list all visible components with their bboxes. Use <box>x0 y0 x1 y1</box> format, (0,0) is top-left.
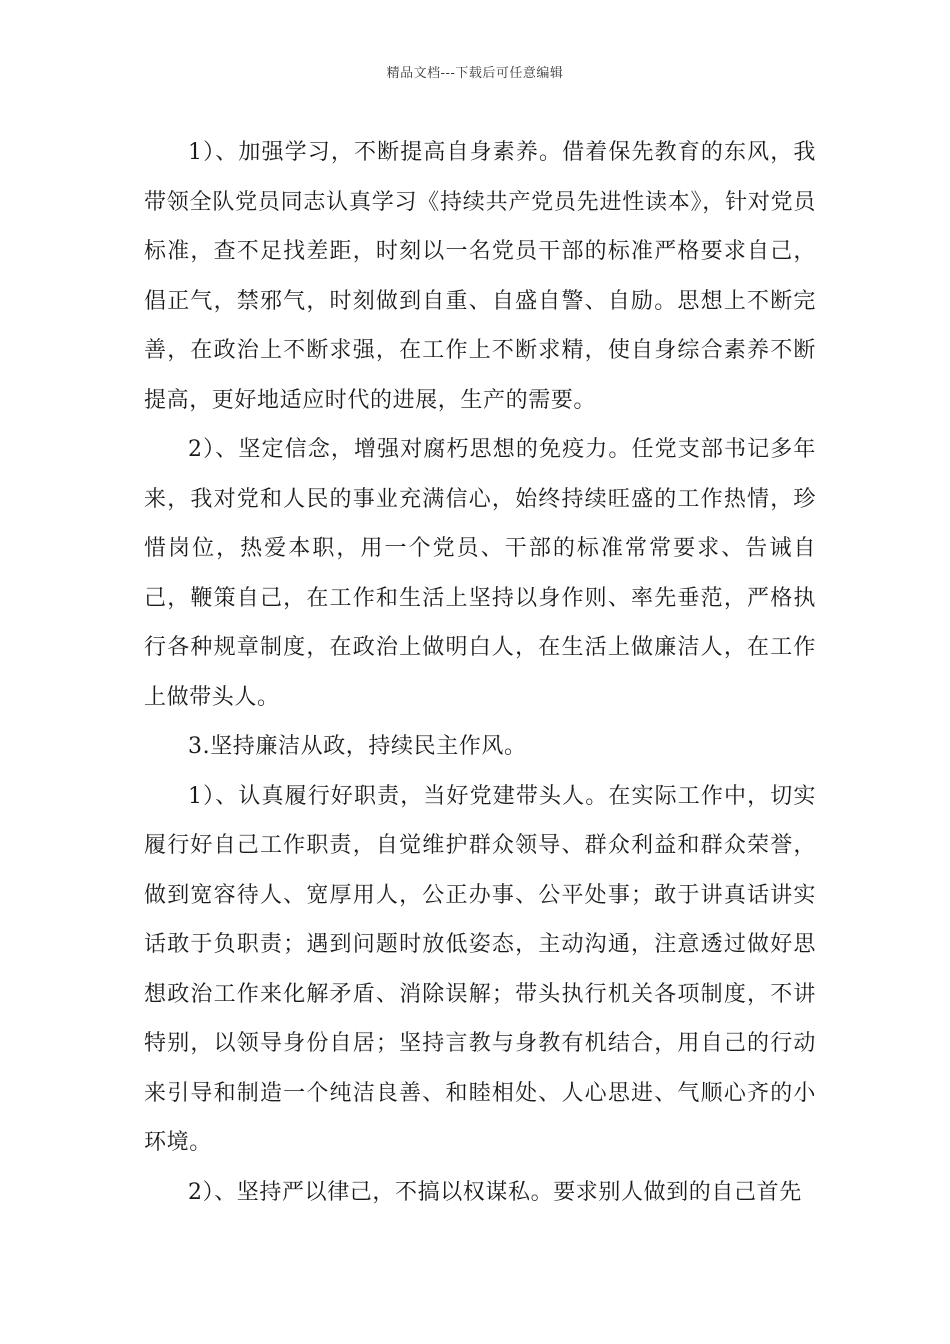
section-heading-integrity: 3.坚持廉洁从政，持续民主作风。 <box>188 734 527 759</box>
paragraph-study: 1）、加强学习，不断提高自身素养。借着保先教育的东风，我带领全队党员同志认真学习《持续共产党员先进性读本》，针对党员标准，查不足找差距，时刻以一名党员干部的标准严格要求自己，倡正气，禁邪气，时刻做到自重、自盛自警、自励。思想上不断完善，在政治上不断求强，在工作上不断求精，使自身综合素养不断提高，更好地适应时代的进展，生产的需要。 <box>144 140 816 413</box>
page-header: 精品文档---下载后可任意编辑 <box>386 66 564 81</box>
paragraph-duties: 1）、认真履行好职责，当好党建带头人。在实际工作中，切实履行好自己工作职责，自觉维护群众领导、群众利益和群众荣誉，做到宽容待人、宽厚用人，公正办事、公平处事；敢于讲真话讲实话敢于负职责；遇到问题时放低姿态，主动沟通，注意透过做好思想政治工作来化解矛盾、消除误解；带头执行机关各项制度，不讲特别，以领导身份自居；坚持言教与身教有机结合，用自己的行动来引导和制造一个纯洁良善、和睦相处、人心思进、气顺心齐的小环境。 <box>144 783 816 1155</box>
paragraph-belief: 2）、坚定信念，增强对腐朽思想的免疫力。任党支部书记多年来，我对党和人民的事业充满信心，始终持续旺盛的工作热情，珍惜岗位，热爱本职，用一个党员、干部的标准常常要求、告诫自己，鞭策自己，在工作和生活上坚持以身作则、率先垂范，严格执行各种规章制度，在政治上做明白人，在生活上做廉洁人，在工作上做带头人。 <box>144 437 816 710</box>
paragraph-self-discipline: 2）、坚持严以律己，不搞以权谋私。要求别人做到的自己首先 <box>188 1179 802 1205</box>
document-body <box>144 128 816 1217</box>
